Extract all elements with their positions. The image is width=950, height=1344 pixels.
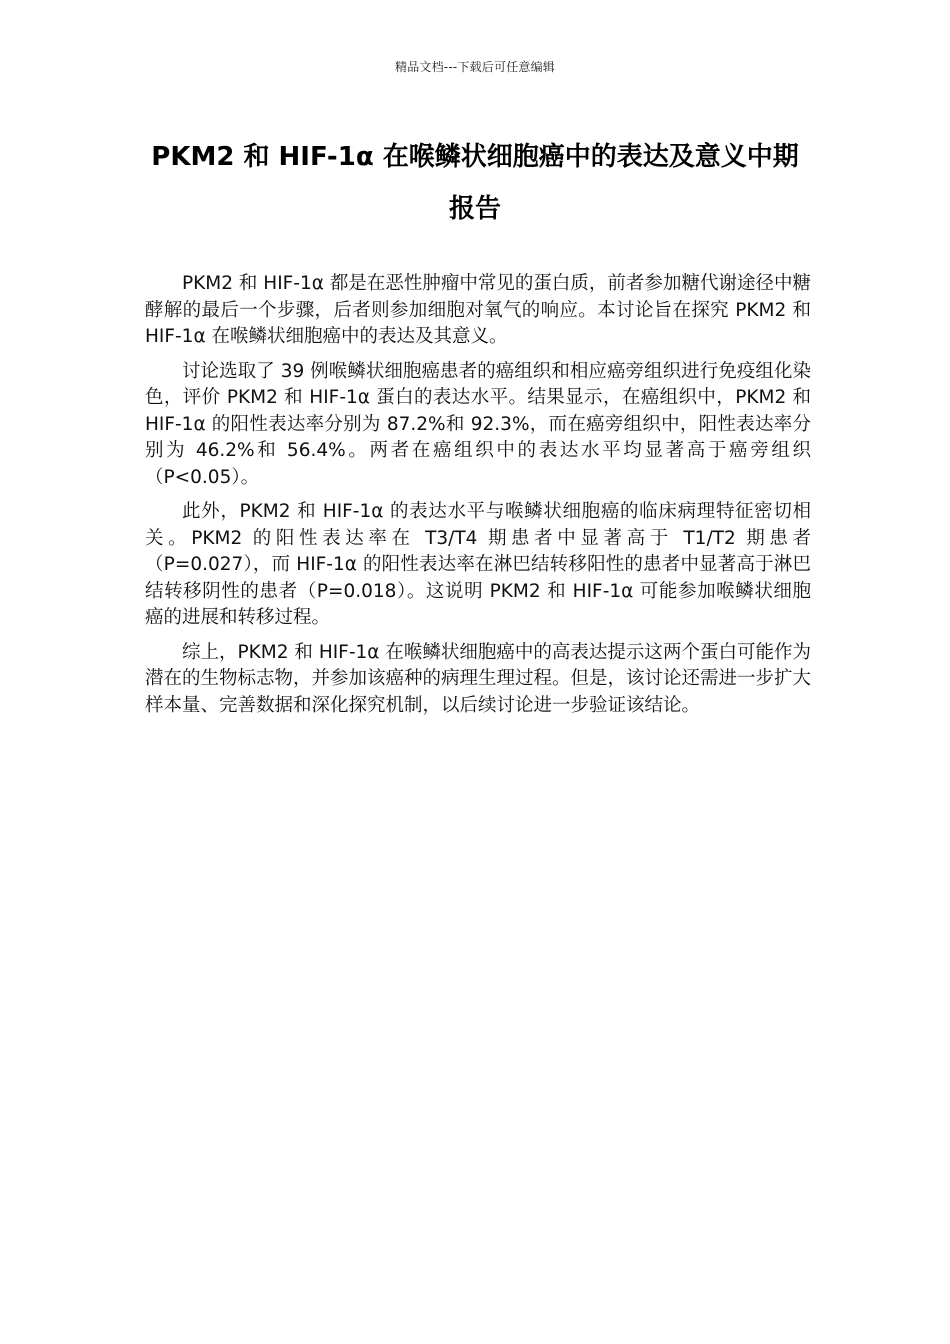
document-body [145,271,811,727]
paragraph-intro: PKM2 和 HIF-1α 都是在恶性肿瘤中常见的蛋白质，前者参加糖代谢途径中糖酵解的最后一个步骤，后者则参加细胞对氧气的响应。本讨论旨在探究 PKM2 和 HIF-1α 在喉鳞状细胞癌中的表达及其意义。 [145,273,811,347]
paragraph-clinical: 此外，PKM2 和 HIF-1α 的表达水平与喉鳞状细胞癌的临床病理特征密切相关。PKM2 的阳性表达率在 T3/T4 期患者中显著高于 T1/T2 期患者（P=0.027），而 HIF-1α 的阳性表达率在淋巴结转移阳性的患者中显著高于淋巴结转移阴性的患者（P=0.018）。这说明 PKM2 和 HIF-1α 可能参加喉鳞状细胞癌的进展和转移过程。 [145,501,811,628]
paragraph-results: 讨论选取了 39 例喉鳞状细胞癌患者的癌组织和相应癌旁组织进行免疫组化染色，评价 PKM2 和 HIF-1α 蛋白的表达水平。结果显示，在癌组织中，PKM2 和 HIF-1α 的阳性表达率分别为 87.2%和 92.3%，而在癌旁组织中，阳性表达率分别为 46.2%和 56.4%。两者在癌组织中的表达水平均显著高于癌旁组织（P<0.05）。 [145,360,811,488]
document-title: PKM2 和 HIF-1α 在喉鳞状细胞癌中的表达及意义中期报告 [151,142,799,224]
paragraph-conclusion: 综上，PKM2 和 HIF-1α 在喉鳞状细胞癌中的高表达提示这两个蛋白可能作为潜在的生物标志物，并参加该癌种的病理生理过程。但是，该讨论还需进一步扩大样本量、完善数据和深化探究机制，以后续讨论进一步验证该结论。 [145,641,812,716]
header-note: 精品文档---下载后可任意编辑 [395,60,555,74]
